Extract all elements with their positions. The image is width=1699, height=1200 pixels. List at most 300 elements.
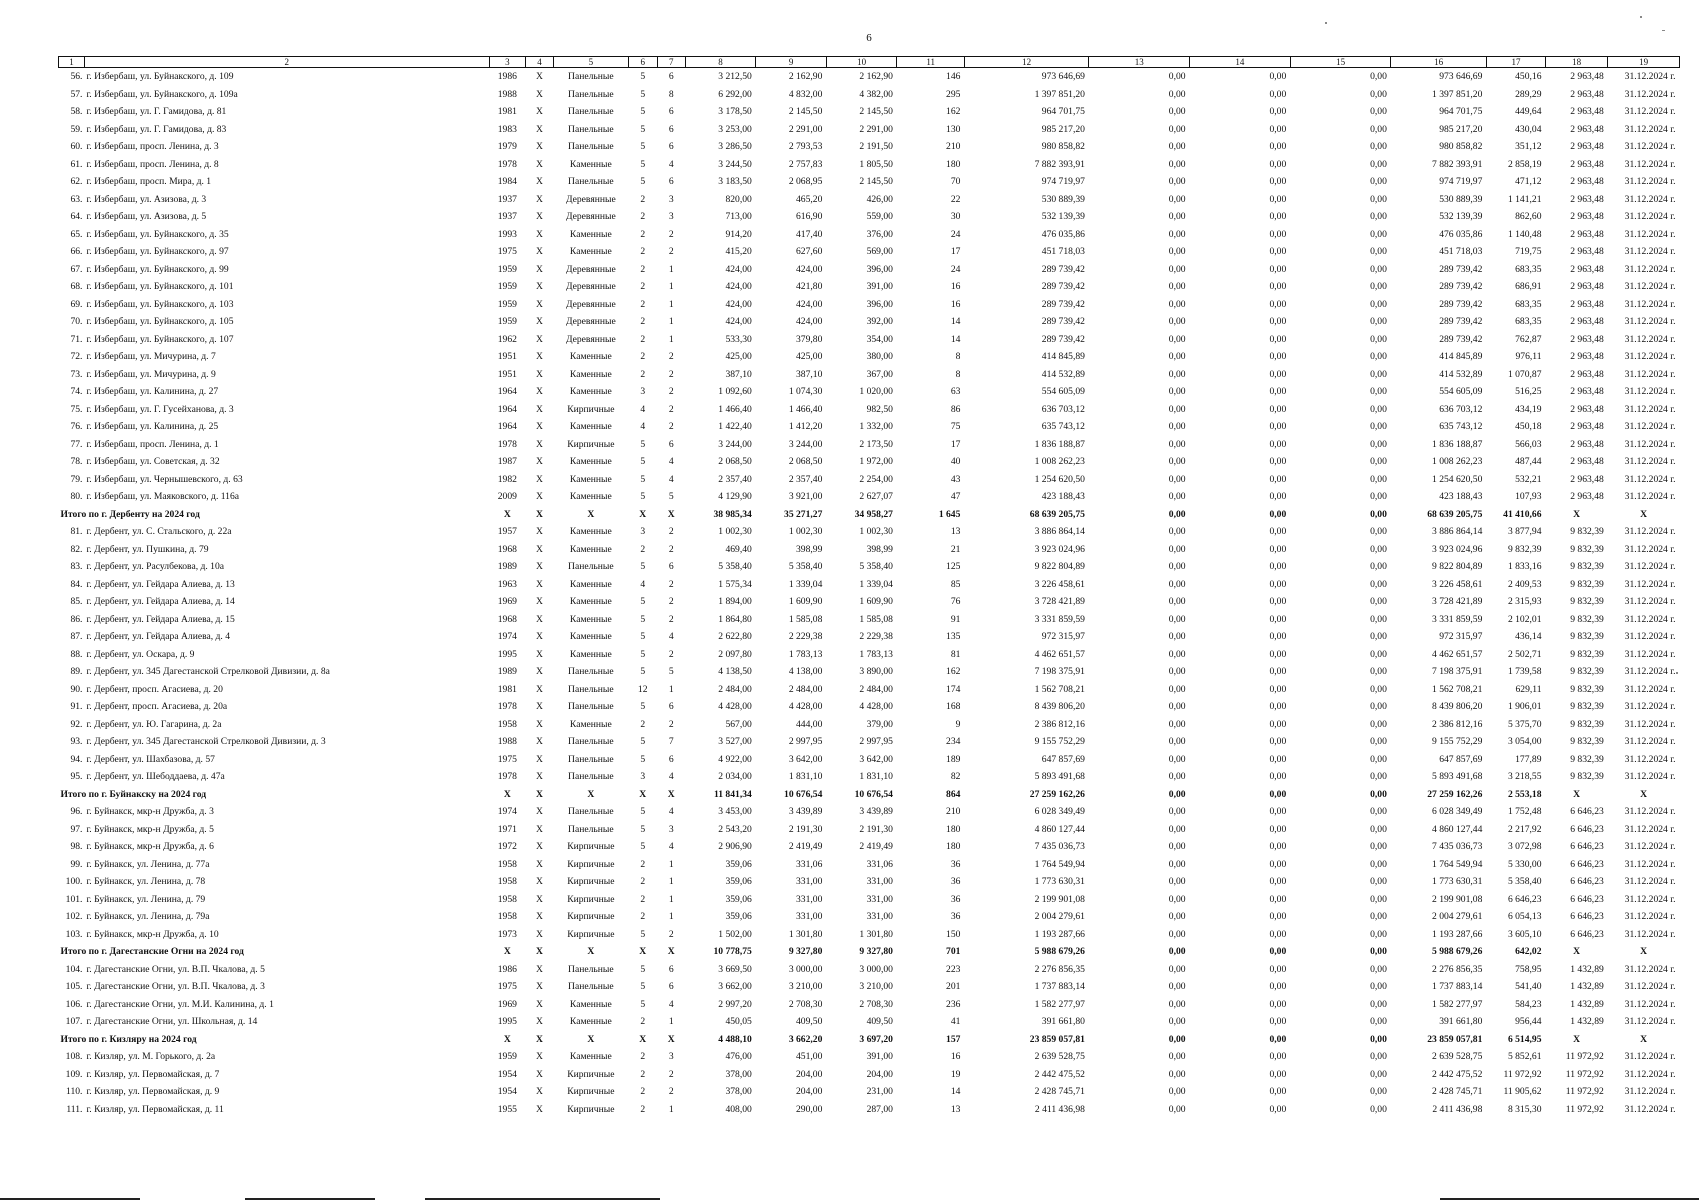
address-cell: г. Избербаш, ул. Советская, д. 32 <box>86 456 220 467</box>
table-cell: 424,00 <box>725 263 752 275</box>
address-cell: г. Дербент, ул. Гейдара Алиева, д. 13 <box>86 578 235 590</box>
table-row <box>59 191 1680 209</box>
table-cell: X <box>536 736 543 747</box>
table-cell: 2 708,30 <box>788 998 823 1010</box>
table-cell: 2 191,30 <box>859 823 893 835</box>
table-cell: 476,00 <box>725 1051 752 1062</box>
table-cell: 3 244,50 <box>718 158 752 170</box>
row-number: 85. <box>70 596 83 607</box>
table-cell: 30 <box>950 211 961 222</box>
table-cell: Кирпичные <box>567 438 615 450</box>
table-cell: 1989 <box>497 561 517 572</box>
table-cell: Кирпичные <box>567 1086 615 1097</box>
table-cell: 43 <box>950 473 961 485</box>
table-cell: 532,21 <box>1515 473 1542 485</box>
column-header: 14 <box>1190 57 1291 68</box>
table-cell: 2 145,50 <box>859 176 893 187</box>
table-cell: 31.12.2024 г. <box>1624 718 1676 730</box>
table-cell: 6 <box>668 753 674 765</box>
table-cell: 5 <box>640 123 646 135</box>
table-cell: 559,00 <box>866 211 893 222</box>
table-cell: 3 210,00 <box>859 981 893 992</box>
table-cell: 1963 <box>497 578 517 590</box>
table-cell: 0,00 <box>1168 823 1186 835</box>
table-cell: 2 906,90 <box>718 841 752 852</box>
scan-speck <box>1676 672 1678 674</box>
row-number: 60. <box>70 141 83 152</box>
table-cell: 2 276 856,35 <box>1034 963 1085 975</box>
table-cell: 31.12.2024 г. <box>1624 298 1676 310</box>
table-cell: 31.12.2024 г. <box>1624 893 1676 905</box>
table-cell: 4 138,50 <box>718 666 752 677</box>
table-cell: Каменные <box>569 998 612 1010</box>
table-cell: 31.12.2024 г. <box>1624 526 1676 537</box>
table-cell: 0,00 <box>1269 473 1287 485</box>
table-cell: 3 <box>668 193 674 205</box>
address-cell: г. Избербаш, ул. Г. Гусейханова, д. 3 <box>86 403 234 415</box>
address-cell: г. Избербаш, ул. Буйнакского, д. 109 <box>86 71 234 82</box>
table-cell: 3 662,20 <box>788 1033 823 1045</box>
table-cell: 31.12.2024 г. <box>1624 368 1676 380</box>
table-cell: X <box>1573 508 1581 520</box>
table-cell: 985 217,20 <box>1041 123 1085 135</box>
table-cell: 3 331 859,59 <box>1432 613 1483 625</box>
table-cell: X <box>536 386 543 397</box>
table-cell: 2 757,83 <box>788 158 823 170</box>
table-cell: 31.12.2024 г. <box>1624 666 1676 677</box>
table-cell: 31.12.2024 г. <box>1624 596 1676 607</box>
table-cell: X <box>536 228 543 240</box>
table-cell: 421,80 <box>796 281 823 292</box>
table-cell: Панельные <box>568 561 614 572</box>
table-cell: 964 701,75 <box>1439 106 1483 117</box>
table-cell: X <box>536 123 543 135</box>
table-cell: 6 <box>668 141 674 152</box>
table-cell: 0,00 <box>1370 753 1387 765</box>
table-cell: 4 <box>668 158 674 170</box>
table-cell: 6 514,95 <box>1507 1033 1542 1045</box>
table-cell: 3 877,94 <box>1507 526 1542 537</box>
table-cell: 1 764 549,94 <box>1034 858 1085 870</box>
table-cell: 973 646,69 <box>1041 71 1085 82</box>
table-cell: 5 852,61 <box>1507 1051 1542 1062</box>
table-cell: 0,00 <box>1269 508 1287 520</box>
table-cell: 2 963,48 <box>1570 123 1604 135</box>
table-cell: 2 997,95 <box>788 736 823 747</box>
table-cell: 0,00 <box>1370 788 1387 800</box>
table-cell: 2 963,48 <box>1570 141 1604 152</box>
table-cell: 444,00 <box>796 718 823 730</box>
table-cell: 424,00 <box>725 298 752 310</box>
table-cell: 0,00 <box>1269 246 1287 257</box>
address-cell: г. Избербаш, ул. Буйнакского, д. 99 <box>86 263 229 275</box>
table-cell: 2 068,50 <box>718 456 752 467</box>
table-cell: 2 <box>640 193 646 205</box>
row-number: 76. <box>70 421 83 432</box>
table-cell: 642,02 <box>1515 946 1542 957</box>
table-cell: 713,00 <box>725 211 752 222</box>
table-cell: 0,00 <box>1168 596 1186 607</box>
table-cell: 2 411 436,98 <box>1034 1103 1085 1115</box>
table-cell: 1 585,08 <box>859 613 893 625</box>
table-cell: 2 199 901,08 <box>1034 893 1085 905</box>
table-cell: X <box>536 1033 543 1045</box>
table-cell: 1 <box>668 876 674 887</box>
table-cell: 24 <box>950 228 961 240</box>
table-cell: 0,00 <box>1168 123 1186 135</box>
table-cell: 359,06 <box>725 911 752 922</box>
table-cell: 0,00 <box>1269 158 1287 170</box>
table-cell: 1969 <box>497 998 517 1010</box>
table-cell: Кирпичные <box>567 928 615 940</box>
table-cell: 31.12.2024 г. <box>1624 403 1676 415</box>
table-cell: 231,00 <box>866 1086 893 1097</box>
table-cell: X <box>536 613 543 625</box>
table-cell: 0,00 <box>1370 858 1387 870</box>
table-cell: 31.12.2024 г. <box>1624 141 1676 152</box>
table-cell: 2 <box>668 351 674 362</box>
table-cell: 2 <box>668 368 674 380</box>
table-row <box>59 313 1680 331</box>
table-cell: 0,00 <box>1269 648 1287 660</box>
table-cell: 530 889,39 <box>1439 193 1483 205</box>
row-number: 100. <box>65 876 83 887</box>
table-cell: 0,00 <box>1370 88 1387 100</box>
table-cell: 3 253,00 <box>718 123 752 135</box>
table-cell: 686,91 <box>1515 281 1542 292</box>
table-cell: 16 <box>950 281 961 292</box>
table-row <box>59 331 1680 349</box>
table-row <box>59 296 1680 314</box>
table-cell: 0,00 <box>1269 561 1287 572</box>
table-cell: 2 <box>640 1086 646 1097</box>
table-cell: Кирпичные <box>567 403 615 415</box>
table-cell: 31.12.2024 г. <box>1624 211 1676 222</box>
table-cell: 4 488,10 <box>718 1033 752 1045</box>
table-cell: Панельные <box>568 753 614 765</box>
table-cell: 964 701,75 <box>1041 106 1085 117</box>
table-cell: X <box>667 788 675 800</box>
table-cell: 719,75 <box>1515 246 1542 257</box>
table-cell: 2 <box>668 246 674 257</box>
table-cell: 1962 <box>497 333 517 345</box>
table-cell: 7 882 393,91 <box>1432 158 1483 170</box>
table-cell: 8 <box>955 351 961 362</box>
address-cell: г. Дербент, ул. Ю. Гагарина, д. 2а <box>86 718 222 730</box>
table-cell: 396,00 <box>866 298 893 310</box>
table-cell: Деревянные <box>565 193 616 205</box>
table-cell: 210 <box>946 806 961 817</box>
table-cell: 6 646,23 <box>1570 911 1604 922</box>
table-cell: 0,00 <box>1370 543 1387 555</box>
table-cell: 0,00 <box>1269 228 1287 240</box>
table-cell: 0,00 <box>1370 718 1387 730</box>
table-cell: 2009 <box>497 491 517 502</box>
table-cell: 2 <box>640 543 646 555</box>
table-cell: 379,80 <box>796 333 823 345</box>
table-cell: 3 286,50 <box>718 141 752 152</box>
table-cell: 5 358,40 <box>718 561 752 572</box>
table-cell: 0,00 <box>1269 998 1287 1010</box>
table-cell: Каменные <box>569 648 612 660</box>
table-cell: 9 <box>955 718 961 730</box>
column-header: 1 <box>59 57 85 68</box>
table-cell: 2 419,49 <box>859 841 893 852</box>
register-table <box>58 56 1680 1118</box>
table-cell: 0,00 <box>1168 666 1186 677</box>
table-cell: 204,00 <box>796 1086 823 1097</box>
table-cell: 5 330,00 <box>1507 858 1542 870</box>
table-cell: 0,00 <box>1269 1086 1287 1097</box>
table-cell: 82 <box>950 771 961 782</box>
table-cell: 533,30 <box>725 333 752 345</box>
table-cell: 1937 <box>497 211 517 222</box>
table-cell: 289 739,42 <box>1041 281 1085 292</box>
row-number: 99. <box>70 858 83 870</box>
address-cell: г. Избербаш, просп. Ленина, д. 8 <box>86 158 219 170</box>
table-cell: 566,03 <box>1515 438 1542 450</box>
table-cell: X <box>536 368 543 380</box>
table-cell: 2 <box>668 578 674 590</box>
address-cell: г. Дербент, просп. Агасиева, д. 20а <box>86 701 228 712</box>
table-cell: 17 <box>950 438 961 450</box>
table-cell: 24 <box>950 263 961 275</box>
table-cell: 0,00 <box>1168 211 1186 222</box>
address-cell: г. Избербаш, просп. Ленина, д. 1 <box>86 438 219 450</box>
row-number: 102. <box>65 911 83 922</box>
table-cell: 972 315,97 <box>1439 631 1483 642</box>
table-cell: 1989 <box>497 666 517 677</box>
table-cell: 4 860 127,44 <box>1034 823 1085 835</box>
table-cell: 31.12.2024 г. <box>1624 263 1676 275</box>
table-cell: 5 893 491,68 <box>1034 771 1085 782</box>
table-cell: 1 773 630,31 <box>1432 876 1483 887</box>
table-cell: 6 <box>668 981 674 992</box>
table-cell: 1 002,30 <box>718 526 752 537</box>
table-cell: 1959 <box>497 281 517 292</box>
table-cell: 5 <box>640 456 646 467</box>
table-cell: 204,00 <box>796 1068 823 1080</box>
table-cell: 476 035,86 <box>1041 228 1085 240</box>
table-cell: 1988 <box>497 88 517 100</box>
table-cell: 17 <box>950 246 961 257</box>
table-cell: 391,00 <box>866 281 893 292</box>
table-cell: 0,00 <box>1168 193 1186 205</box>
table-cell: 4 462 651,57 <box>1432 648 1483 660</box>
address-cell: г. Дербент, просп. Агасиева, д. 20 <box>86 683 223 695</box>
table-cell: 36 <box>950 876 961 887</box>
table-cell: 1 002,30 <box>788 526 823 537</box>
table-cell: X <box>639 946 647 957</box>
table-cell: 683,35 <box>1515 263 1542 275</box>
table-cell: 0,00 <box>1168 351 1186 362</box>
table-cell: 530 889,39 <box>1041 193 1085 205</box>
table-cell: 2 428 745,71 <box>1034 1086 1085 1097</box>
table-cell: 1 339,04 <box>859 578 893 590</box>
table-cell: 5 <box>640 806 646 817</box>
scan-speck <box>1640 16 1642 18</box>
table-cell: 0,00 <box>1168 71 1186 82</box>
table-cell: 2 997,20 <box>718 998 752 1010</box>
table-cell: 0,00 <box>1168 928 1186 940</box>
table-cell: 107,93 <box>1515 491 1542 502</box>
table-cell: 4 382,00 <box>859 88 893 100</box>
table-row <box>59 663 1680 681</box>
table-cell: Панельные <box>568 123 614 135</box>
table-cell: 1981 <box>497 683 517 695</box>
table-cell: 9 832,39 <box>1570 736 1604 747</box>
table-cell: X <box>1640 508 1648 520</box>
table-cell: 13 <box>950 526 961 537</box>
table-row <box>59 646 1680 664</box>
table-cell: Каменные <box>569 368 612 380</box>
table-cell: 5 <box>640 666 646 677</box>
table-cell: 2 543,20 <box>718 823 752 835</box>
row-number: 71. <box>70 333 83 345</box>
table-cell: 6 <box>668 71 674 82</box>
address-cell: г. Буйнакск, ул. Ленина, д. 77а <box>86 858 210 870</box>
table-cell: 0,00 <box>1269 928 1287 940</box>
table-cell: 2 553,18 <box>1507 788 1542 800</box>
table-cell: Деревянные <box>565 333 616 345</box>
table-cell: 3 921,00 <box>788 491 823 502</box>
table-cell: Панельные <box>568 736 614 747</box>
row-number: 101. <box>65 893 83 905</box>
table-cell: 0,00 <box>1370 71 1387 82</box>
table-cell: 5 <box>640 823 646 835</box>
address-cell: г. Избербаш, ул. Мичурина, д. 9 <box>86 368 216 380</box>
table-cell: 974 719,97 <box>1439 176 1483 187</box>
table-cell: 2 442 475,52 <box>1034 1068 1085 1080</box>
address-cell: г. Избербаш, ул. Маяковского, д. 116а <box>86 491 240 502</box>
table-cell: 2 963,48 <box>1570 88 1604 100</box>
table-cell: 31.12.2024 г. <box>1624 386 1676 397</box>
table-cell: 31.12.2024 г. <box>1624 1068 1676 1080</box>
table-cell: 1 609,90 <box>788 596 823 607</box>
table-cell: 3 212,50 <box>718 71 752 82</box>
table-cell: 1982 <box>497 473 517 485</box>
table-cell: 1964 <box>497 421 517 432</box>
table-cell: 0,00 <box>1168 998 1186 1010</box>
table-cell: 0,00 <box>1168 561 1186 572</box>
table-cell: 0,00 <box>1168 508 1186 520</box>
table-cell: 0,00 <box>1370 316 1387 327</box>
table-cell: 1 193 287,66 <box>1034 928 1085 940</box>
table-cell: 359,06 <box>725 893 752 905</box>
table-cell: Панельные <box>568 806 614 817</box>
table-cell: Панельные <box>568 683 614 695</box>
table-cell: 1 432,89 <box>1570 1016 1604 1027</box>
table-cell: 1 <box>668 263 674 275</box>
table-cell: 31.12.2024 г. <box>1624 981 1676 992</box>
table-cell: 1964 <box>497 403 517 415</box>
table-cell: 4 <box>668 456 674 467</box>
table-cell: 0,00 <box>1370 561 1387 572</box>
table-cell: 4 <box>668 473 674 485</box>
table-cell: 1993 <box>497 228 517 240</box>
table-row <box>59 978 1680 996</box>
table-cell: X <box>536 88 543 100</box>
table-cell: 5 375,70 <box>1507 718 1542 730</box>
table-cell: 2 145,50 <box>859 106 893 117</box>
table-cell: 1978 <box>497 701 517 712</box>
table-cell: X <box>536 1051 543 1062</box>
table-cell: 0,00 <box>1370 998 1387 1010</box>
table-cell: 31.12.2024 г. <box>1624 998 1676 1010</box>
table-cell: 4 462 651,57 <box>1034 648 1085 660</box>
table-cell: 0,00 <box>1269 946 1287 957</box>
table-cell: Панельные <box>568 963 614 975</box>
row-number: 103. <box>65 928 83 940</box>
table-cell: Деревянные <box>565 263 616 275</box>
table-cell: X <box>536 1086 543 1097</box>
table-cell: 5 <box>640 596 646 607</box>
table-cell: 1 831,10 <box>859 771 893 782</box>
table-cell: 4 <box>640 578 646 590</box>
table-cell: 223 <box>946 963 961 975</box>
table-cell: 289 739,42 <box>1439 281 1483 292</box>
table-cell: 862,60 <box>1515 211 1542 222</box>
table-cell: X <box>536 106 543 117</box>
table-cell: 2 199 901,08 <box>1432 893 1483 905</box>
column-header: 15 <box>1290 57 1391 68</box>
table-cell: 0,00 <box>1269 1016 1287 1027</box>
table-cell: 180 <box>946 841 961 852</box>
table-row <box>59 803 1680 821</box>
table-cell: 150 <box>946 928 961 940</box>
table-cell: Каменные <box>569 456 612 467</box>
table-cell: 4 860 127,44 <box>1432 823 1483 835</box>
table-cell: 1968 <box>497 543 517 555</box>
table-cell: 31.12.2024 г. <box>1624 841 1676 852</box>
table-row <box>59 523 1680 541</box>
table-cell: Панельные <box>568 666 614 677</box>
table-cell: 1981 <box>497 106 517 117</box>
table-cell: 31.12.2024 г. <box>1624 683 1676 695</box>
table-cell: 47 <box>950 491 961 502</box>
table-cell: 2 097,80 <box>718 648 752 660</box>
row-number: 58. <box>70 106 83 117</box>
table-row <box>59 471 1680 489</box>
row-number: 109. <box>65 1068 83 1080</box>
table-cell: Панельные <box>568 106 614 117</box>
table-cell: 974 719,97 <box>1041 176 1085 187</box>
address-cell: г. Избербаш, ул. Буйнакского, д. 35 <box>86 228 229 240</box>
table-cell: 0,00 <box>1370 1068 1387 1080</box>
table-cell: 5 <box>668 666 674 677</box>
table-cell: 0,00 <box>1269 876 1287 887</box>
table-cell: 201 <box>946 981 961 992</box>
table-cell: 41 <box>950 1016 961 1027</box>
row-number: 77. <box>70 438 83 450</box>
table-cell: 2 484,00 <box>718 683 752 695</box>
table-cell: Панельные <box>568 176 614 187</box>
table-cell: 1 193 287,66 <box>1432 928 1483 940</box>
page-number: 6 <box>866 32 872 44</box>
table-cell: 351,12 <box>1515 141 1542 152</box>
address-cell: г. Дагестанские Огни, ул. В.П. Чкалова, д. 3 <box>86 981 265 992</box>
table-cell: 2 963,48 <box>1570 333 1604 345</box>
table-cell: 162 <box>946 106 961 117</box>
table-cell: 424,00 <box>796 298 823 310</box>
table-cell: 0,00 <box>1370 1086 1387 1097</box>
table-cell: Деревянные <box>565 298 616 310</box>
table-cell: 2 068,95 <box>788 176 823 187</box>
table-cell: X <box>536 701 543 712</box>
address-cell: г. Буйнакск, мкр-н Дружба, д. 10 <box>86 928 219 940</box>
column-number-header <box>59 57 1680 68</box>
table-cell: X <box>536 683 543 695</box>
